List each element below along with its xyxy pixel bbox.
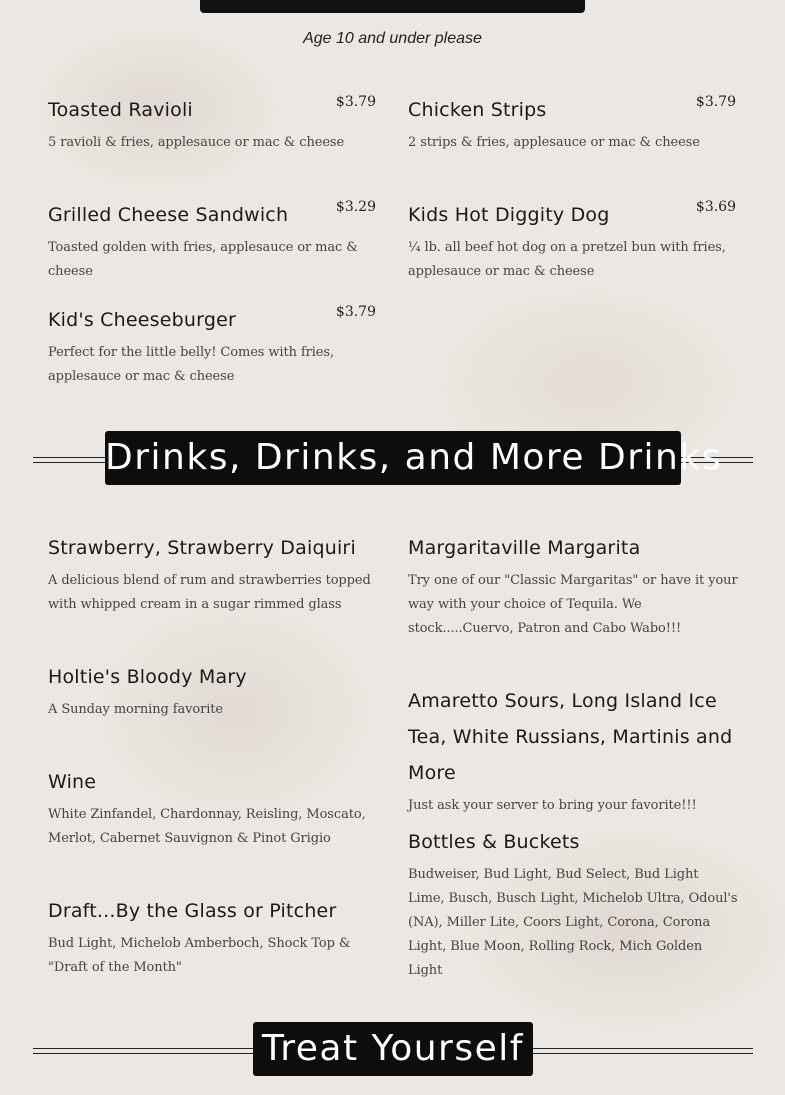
menu-item-name: Wine — [48, 771, 97, 793]
menu-item-bottles-buckets — [408, 824, 738, 983]
menu-item-draft — [48, 893, 378, 980]
menu-item-bloody-mary — [48, 659, 378, 722]
menu-item-price: $3.79 — [695, 94, 736, 110]
menu-item-margarita — [408, 530, 738, 641]
menu-item-name: Holtie's Bloody Mary — [48, 666, 247, 688]
menu-item-name: Margaritaville Margarita — [408, 537, 641, 559]
menu-item-description: Perfect for the little belly! Comes with fries, applesauce or mac & cheese — [48, 345, 334, 384]
menu-item-description: 5 ravioli & fries, applesauce or mac & cheese — [48, 135, 345, 150]
menu-item-hot-diggity-dog — [408, 197, 738, 284]
menu-item-name: Toasted Ravioli — [48, 99, 193, 121]
menu-item-description: Bud Light, Michelob Amberboch, Shock Top & "Draft of the Month" — [48, 936, 351, 975]
menu-item-wine — [48, 764, 378, 851]
menu-item-price: $3.69 — [695, 199, 736, 215]
menu-item-price: $3.29 — [335, 199, 376, 215]
menu-item-description: 2 strips & fries, applesauce or mac & cheese — [408, 135, 700, 150]
menu-item-name: Kid's Cheeseburger — [48, 309, 236, 331]
menu-item-description: Just ask your server to bring your favorite!!! — [408, 798, 697, 813]
menu-item-price: $3.79 — [335, 304, 376, 320]
kids-section-banner — [200, 0, 585, 13]
menu-item-description: ¼ lb. all beef hot dog on a pretzel bun with fries, applesauce or mac & cheese — [408, 240, 726, 279]
menu-item-description: A Sunday morning favorite — [48, 702, 223, 717]
menu-item-name: Grilled Cheese Sandwich — [48, 204, 289, 226]
menu-item-name: Bottles & Buckets — [408, 831, 580, 853]
kids-age-note: Age 10 and under please — [303, 30, 482, 47]
menu-item-description: Try one of our "Classic Margaritas" or have it your way with your choice of Tequila. We stock.....Cuervo, Patron and Cabo Wabo!!! — [408, 573, 738, 636]
menu-item-strawberry-daiquiri — [48, 530, 378, 617]
menu-item-mixed-drinks — [408, 683, 738, 818]
menu-item-name: Kids Hot Diggity Dog — [408, 204, 610, 226]
treat-section-title: Treat Yourself — [253, 1022, 533, 1076]
menu-item-description: Toasted golden with fries, applesauce or mac & cheese — [48, 240, 358, 279]
menu-item-chicken-strips — [408, 92, 738, 155]
menu-item-description: White Zinfandel, Chardonnay, Reisling, Moscato, Merlot, Cabernet Sauvignon & Pinot Grigio — [48, 807, 366, 846]
drinks-section-header — [33, 431, 753, 487]
menu-item-name: Chicken Strips — [408, 99, 547, 121]
menu-item-name: Draft...By the Glass or Pitcher — [48, 900, 337, 922]
menu-item-kids-cheeseburger — [48, 302, 378, 389]
menu-item-toasted-ravioli — [48, 92, 378, 155]
menu-item-description: A delicious blend of rum and strawberries topped with whipped cream in a sugar rimmed glass — [48, 573, 371, 612]
menu-item-grilled-cheese — [48, 197, 378, 284]
menu-item-price: $3.79 — [335, 94, 376, 110]
menu-item-name: Strawberry, Strawberry Daiquiri — [48, 537, 356, 559]
treat-section-header — [33, 1022, 753, 1078]
menu-item-description: Budweiser, Bud Light, Bud Select, Bud Light Lime, Busch, Busch Light, Michelob Ultra, Odoul's (NA), Miller Lite, Coors Light, Corona, Corona Light, Blue Moon, Rolling Rock, Mich Golden Light — [408, 867, 738, 978]
drinks-section-title: Drinks, Drinks, and More Drinks — [105, 431, 681, 485]
menu-item-name: Amaretto Sours, Long Island Ice Tea, White Russians, Martinis and More — [408, 690, 733, 784]
